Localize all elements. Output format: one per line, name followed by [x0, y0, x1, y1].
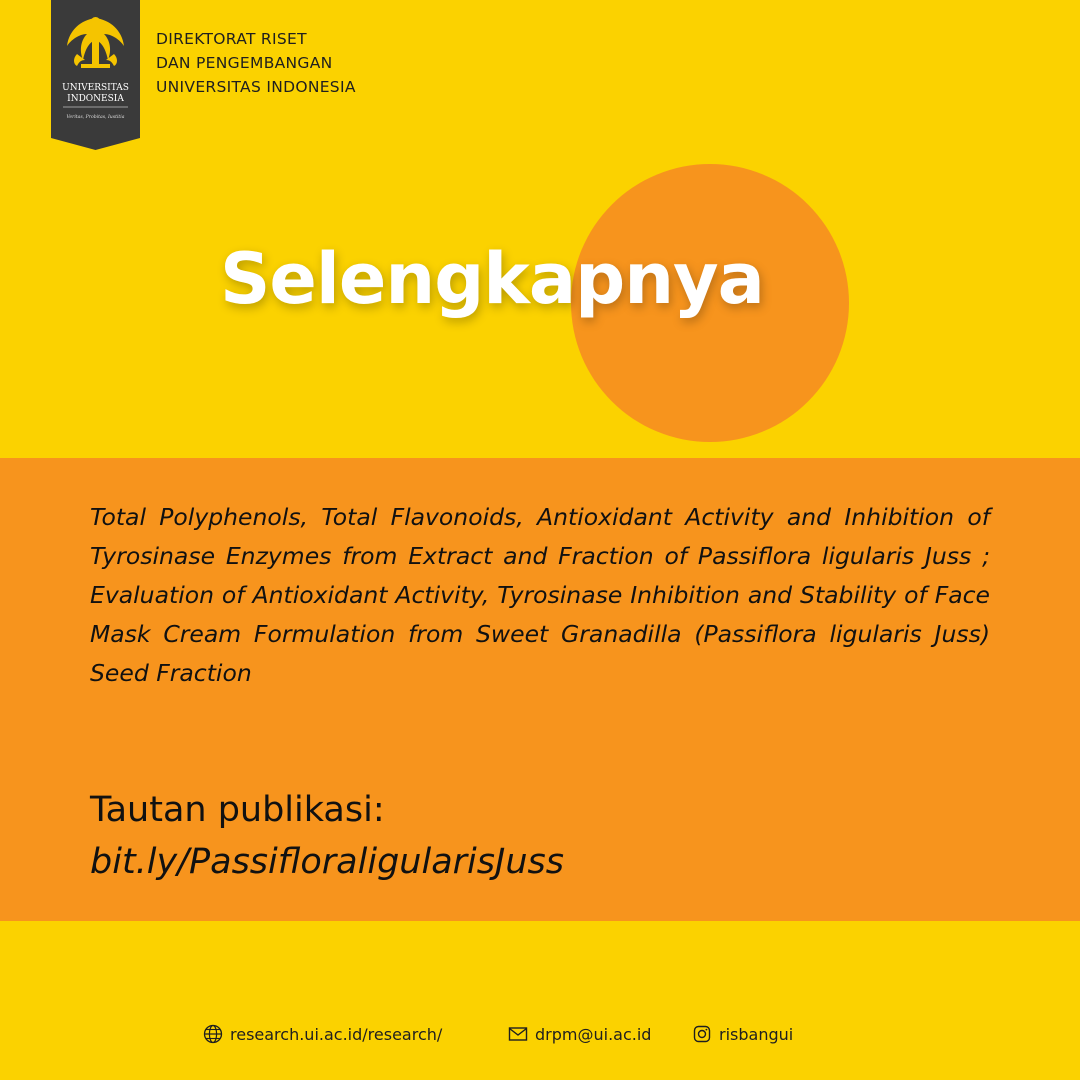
email-text: drpm@ui.ac.id: [535, 1024, 652, 1044]
logo-text-2: INDONESIA: [67, 94, 124, 104]
footer-instagram[interactable]: [692, 1024, 793, 1044]
link-label: Tautan publikasi:: [90, 790, 385, 830]
org-line-3: UNIVERSITAS INDONESIA: [156, 78, 356, 96]
footer-website[interactable]: [203, 1024, 442, 1044]
org-line-1: DIREKTORAT RISET: [156, 30, 307, 48]
publication-title: Total Polyphenols, Total Flavonoids, Antioxidant Activity and Inhibition of Tyrosinase Enzymes from Extract and Fraction of Passiflora ligularis Juss ; Evaluation of Antioxidant Activity, Tyrosinase Inhibition and Stability of Face Mask Cream Formulation from Sweet Granadilla (Passiflora ligularis Juss) Seed Fraction: [90, 503, 990, 687]
instagram-text: risbangui: [719, 1024, 794, 1044]
university-logo: [51, 0, 140, 150]
org-line-2: DAN PENGEMBANGAN: [156, 54, 333, 72]
headline: Selengkapnya: [220, 238, 764, 320]
logo-motto: Veritas, Probitas, Iustitia: [66, 115, 125, 120]
website-text: research.ui.ac.id/research/: [230, 1024, 443, 1044]
globe-icon: [203, 1024, 223, 1044]
instagram-icon: [692, 1024, 712, 1044]
logo-text-1: UNIVERSITAS: [62, 83, 129, 93]
organization-name: [156, 27, 356, 99]
mail-icon: [508, 1024, 528, 1044]
publication-link[interactable]: bit.ly/PassifloraligularisJuss: [90, 842, 564, 882]
footer-email[interactable]: [508, 1024, 651, 1044]
